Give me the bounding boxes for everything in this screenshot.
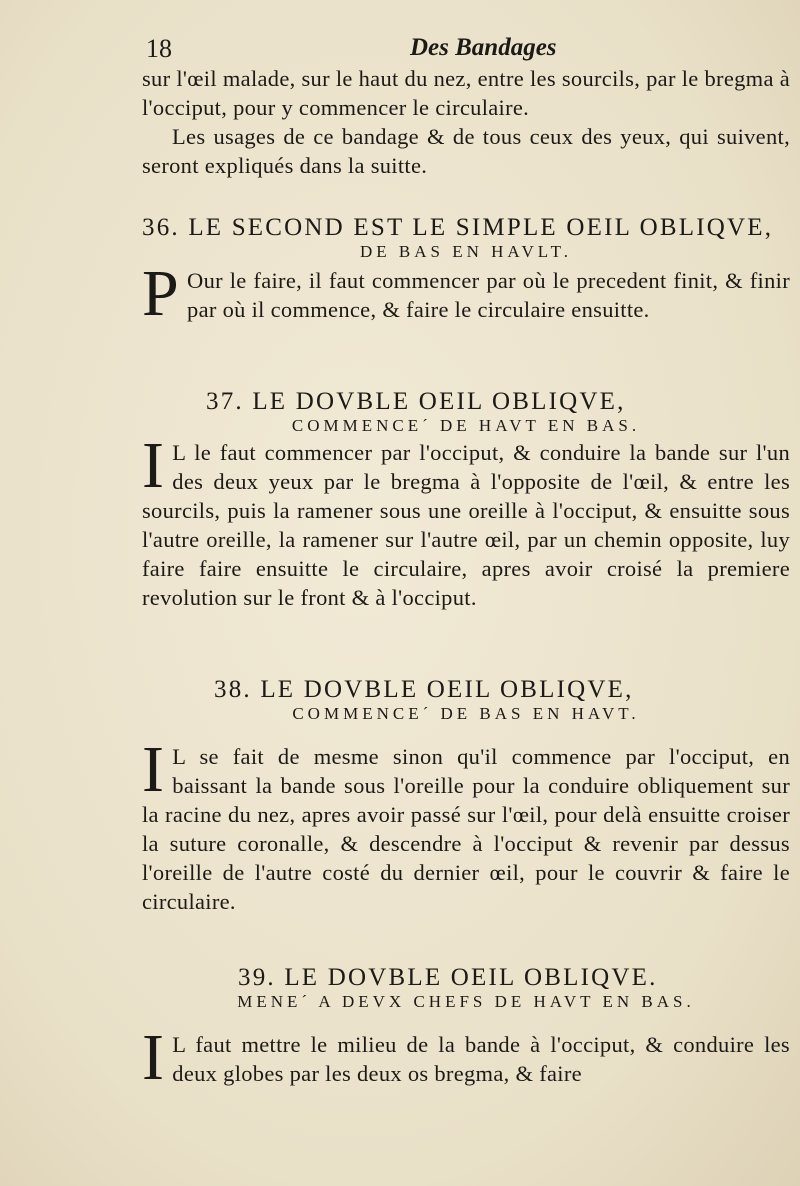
page-number: 18 (146, 34, 172, 63)
section-heading (142, 964, 790, 992)
section-37 (142, 388, 790, 612)
section-title: LE DOVBLE OEIL OBLIQVE. (284, 964, 658, 991)
drop-cap: I (142, 429, 165, 502)
section-heading (142, 676, 790, 704)
drop-cap: P (142, 257, 180, 330)
running-title: Des Bandages (410, 34, 557, 61)
section-body (142, 257, 790, 330)
text-block (142, 0, 790, 1094)
intro-paragraph (142, 64, 790, 180)
section-number: 38. (214, 676, 252, 703)
section-title: LE DOVBLE OEIL OBLIQVE, (252, 388, 626, 415)
section-title: LE DOVBLE OEIL OBLIQVE, (260, 676, 634, 703)
intro-text: sur l'œil malade, sur le haut du nez, entre les sourcils, par le bregma à l'occiput, pour y commencer le circulaire. (142, 66, 790, 120)
drop-cap: I (142, 1021, 165, 1094)
section-body (142, 429, 790, 612)
section-body-text: L faut mettre le milieu de la bande à l'occiput, & conduire les deux globes par les deux os bregma, & faire (172, 1032, 790, 1086)
section-body-text: L se fait de mesme sinon qu'il commence par l'occiput, en baissant la bande sous l'oreille pour la conduire obliquement sur la racine du nez, apres avoir passé sur l'œil, pour delà ensuitte croiser la suture coronalle, & descendre à l'occiput & revenir par dessus l'oreille de l'autre costé du dernier œil, pour le couvrir & faire le circulaire. (142, 744, 790, 914)
drop-cap: I (142, 733, 165, 806)
page-header (142, 0, 790, 62)
section-subtitle: MENE´ A DEVX CHEFS DE HAVT EN BAS. (237, 992, 695, 1011)
intro-note: Les usages de ce bandage & de tous ceux des yeux, qui suivent, seront expliqués dans la suitte. (142, 124, 790, 178)
section-number: 36. (142, 214, 180, 241)
section-subtitle: COMMENCE´ DE HAVT EN BAS. (291, 416, 641, 435)
section-body-text: L le faut commencer par l'occiput, & conduire la bande sur l'un des deux yeux par le bregma à l'opposite de l'œil, & entre les sourcils, puis la ramener sous une oreille à l'occiput, & ensuitte sous l'autre oreille, la ramener sur l'autre œil, par un chemin opposite, luy faire faire ensuitte le circulaire, apres avoir croisé la premiere revolution sur le front & à l'occiput. (142, 440, 790, 610)
section-38 (142, 676, 790, 916)
section-39 (142, 964, 790, 1094)
section-heading (142, 388, 790, 416)
section-title: LE SECOND EST LE SIMPLE OEIL OBLIQVE, (188, 214, 774, 241)
section-36 (142, 214, 790, 330)
section-heading (142, 214, 790, 242)
section-body (142, 733, 790, 916)
section-body-text: Our le faire, il faut commencer par où le precedent finit, & finir par où il commence, & faire le circulaire ensuitte. (187, 268, 790, 322)
section-number: 37. (206, 388, 244, 415)
section-number: 39. (238, 964, 276, 991)
section-subtitle: COMMENCE´ DE BAS EN HAVT. (292, 704, 640, 723)
section-subtitle: DE BAS EN HAVLT. (360, 242, 572, 261)
section-body (142, 1021, 790, 1094)
